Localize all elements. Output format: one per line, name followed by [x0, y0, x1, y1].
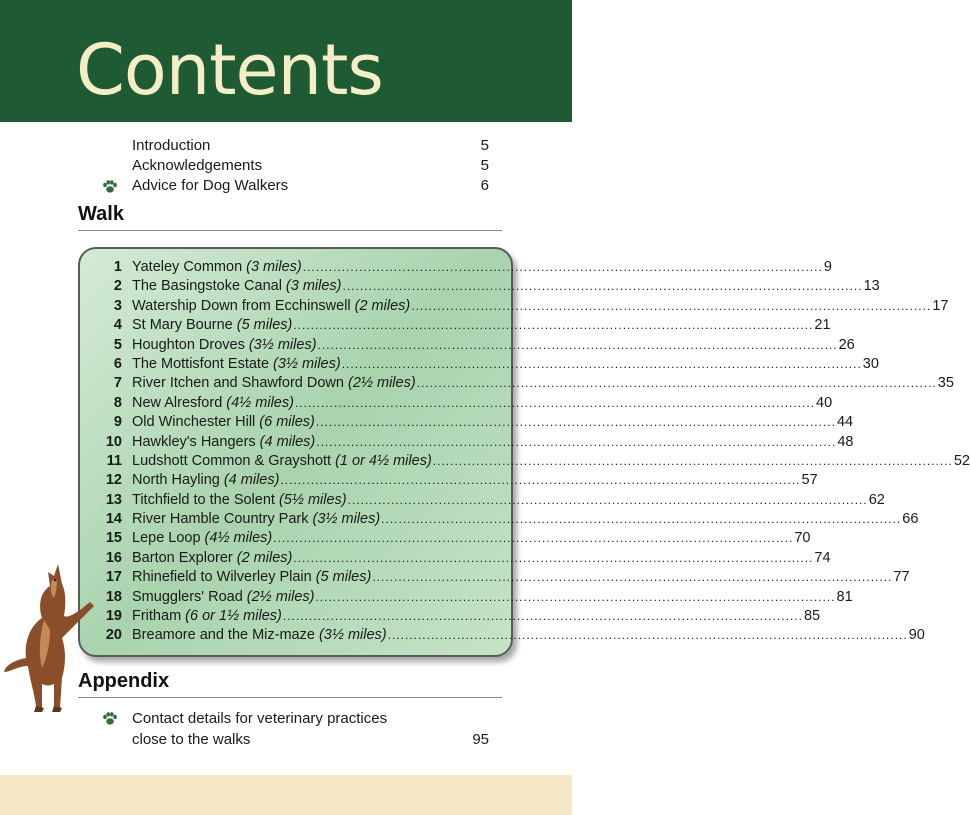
walk-page: 30: [862, 355, 879, 372]
walk-page: 26: [838, 336, 855, 353]
walk-title: Old Winchester Hill: [132, 414, 256, 431]
walk-page: 52: [953, 452, 970, 469]
walk-entry[interactable]: [80, 336, 855, 355]
walk-number: 15: [105, 530, 122, 547]
walk-entry[interactable]: [80, 433, 854, 452]
front-matter-label: Acknowledgements: [132, 157, 263, 174]
walk-entry[interactable]: [80, 471, 818, 490]
walk-title: Hawkley's Hangers: [132, 433, 256, 450]
leader-dots: ........................................................................................................................: [293, 318, 814, 333]
leader-dots: ........................................................................................................................: [302, 260, 823, 274]
walk-title: Rhinefield to Wilverley Plain: [132, 569, 312, 586]
walk-title: Watership Down from Ecchinswell: [132, 297, 351, 314]
walk-page: 17: [932, 297, 949, 314]
leader-dots: ........................................................................................................................: [372, 570, 893, 585]
walk-number: 3: [113, 297, 122, 314]
appendix-line-2: close to the walks: [132, 731, 251, 748]
walk-distance: (4½ miles): [204, 530, 273, 547]
leader-dots: ........................................................................................................................: [416, 376, 937, 391]
walk-number: 13: [105, 491, 122, 508]
walk-page: 66: [902, 511, 919, 528]
walk-title: New Alresford: [132, 394, 223, 411]
walk-entry[interactable]: [80, 413, 854, 432]
walk-entry[interactable]: [80, 297, 949, 316]
walk-entry[interactable]: [80, 588, 853, 607]
walk-title: The Basingstoke Canal: [132, 278, 282, 295]
walk-entry[interactable]: [80, 277, 880, 296]
walk-title: Titchfield to the Solent: [132, 491, 275, 508]
walk-number: 10: [105, 433, 122, 450]
walk-distance: (2½ miles): [347, 375, 416, 392]
walk-title: Houghton Droves: [132, 336, 245, 353]
walk-number: 6: [113, 355, 122, 372]
walk-distance: (3½ miles): [318, 627, 387, 644]
walk-distance: (5½ miles): [278, 491, 347, 508]
walk-entry[interactable]: [80, 355, 879, 374]
walk-distance: (5 miles): [236, 317, 293, 334]
walk-page: 81: [836, 588, 853, 605]
walk-number: 19: [105, 608, 122, 625]
walk-entry[interactable]: [80, 568, 910, 587]
walk-number: 11: [106, 452, 122, 469]
walk-number: 2: [113, 278, 122, 295]
walk-title: Smugglers' Road: [132, 588, 243, 605]
walk-entry[interactable]: [80, 626, 925, 645]
front-matter-list: [100, 136, 492, 196]
front-matter-page: 5: [480, 157, 489, 174]
walk-number: 7: [113, 375, 122, 392]
walk-title: River Itchen and Shawford Down: [132, 375, 344, 392]
walk-distance: (3 miles): [285, 278, 342, 295]
leader-dots: ........................................................................................................................: [316, 434, 837, 449]
appendix-line-1: Contact details for veterinary practices: [132, 710, 388, 727]
leader-dots: ........................................................................................................................: [317, 337, 838, 352]
walk-title: River Hamble Country Park: [132, 511, 309, 528]
walk-distance: (6 or 1½ miles): [185, 608, 282, 625]
leader-dots: ........................................................................................................................: [432, 453, 953, 468]
front-matter-entry[interactable]: [100, 156, 492, 176]
walk-title: North Hayling: [132, 472, 220, 489]
leader-dots: ........................................................................................................................: [347, 492, 868, 507]
walk-entry[interactable]: [80, 491, 885, 510]
walk-distance: (1 or 4½ miles): [335, 452, 432, 469]
walk-entry[interactable]: [80, 607, 821, 626]
walk-entry[interactable]: [80, 452, 970, 471]
leader-dots: ........................................................................................................................: [315, 415, 836, 430]
front-matter-label: Introduction: [132, 137, 211, 154]
walk-entry[interactable]: [80, 529, 811, 548]
walk-rule: [78, 230, 502, 231]
walk-page: 57: [801, 472, 818, 489]
front-matter-label: Advice for Dog Walkers: [132, 177, 289, 194]
paw-icon: [102, 180, 118, 193]
walk-number: 8: [113, 394, 122, 411]
paw-icon: [102, 712, 118, 725]
walk-number: 14: [105, 511, 122, 528]
walk-number: 9: [113, 414, 122, 431]
walk-number: 4: [113, 317, 122, 334]
appendix-list: [100, 708, 492, 750]
walk-distance: (3½ miles): [248, 336, 317, 353]
leader-dots: ........................................................................................................................: [280, 473, 801, 488]
walk-distance: (3½ miles): [273, 355, 341, 372]
walk-distance: (3½ miles): [312, 511, 381, 528]
walk-page: 77: [893, 569, 910, 586]
walk-distance: (2½ miles): [246, 588, 315, 605]
leader-dots: ........................................................................................................................: [273, 531, 794, 546]
leader-dots: ........................................................................................................................: [341, 356, 862, 371]
walk-page: 74: [814, 549, 831, 566]
walk-page: 62: [868, 491, 885, 508]
walk-number: 18: [105, 588, 122, 605]
walk-entry[interactable]: [80, 316, 831, 335]
page-title: Contents: [76, 29, 383, 111]
front-matter-page: 5: [480, 137, 489, 154]
leader-dots: ........................................................................................................................: [293, 550, 814, 565]
appendix-heading: Appendix: [78, 670, 170, 692]
leader-dots: ........................................................................................................................: [282, 609, 803, 624]
leader-dots: ........................................................................................................................: [294, 395, 816, 410]
leader-dots: ........................................................................................................................: [342, 279, 863, 294]
appendix-entry[interactable]: [100, 708, 492, 750]
leader-dots: ........................................................................................................................: [381, 512, 902, 527]
walk-page: 70: [794, 530, 811, 547]
walk-title: Ludshott Common & Grayshott: [132, 452, 332, 469]
appendix-rule: [78, 697, 502, 698]
walk-title: Breamore and the Miz-maze: [132, 627, 315, 644]
walk-number: 1: [113, 259, 122, 275]
walk-entry[interactable]: [80, 394, 833, 413]
walk-distance: (3 miles): [246, 259, 302, 275]
walk-page: 44: [836, 414, 854, 431]
walk-title: The Mottisfont Estate: [132, 355, 270, 372]
walk-distance: (2 miles): [354, 297, 411, 314]
walk-page: 13: [863, 278, 880, 295]
appendix-page: 95: [472, 731, 489, 748]
walk-entry[interactable]: [80, 374, 954, 393]
walk-title: Lepe Loop: [132, 530, 201, 547]
walk-title: Fritham: [132, 608, 182, 625]
walk-distance: (4 miles): [223, 472, 280, 489]
walk-number: 17: [105, 569, 122, 586]
leader-dots: ........................................................................................................................: [387, 628, 908, 643]
walk-distance: (4½ miles): [226, 394, 294, 411]
walk-title: Yateley Common: [132, 259, 243, 275]
walk-page: 40: [816, 394, 833, 411]
footer-band: [0, 775, 572, 815]
walk-page: 35: [937, 375, 954, 392]
walk-entry[interactable]: [80, 258, 832, 277]
walk-title: Barton Explorer: [132, 549, 233, 566]
walk-number: 12: [105, 472, 122, 489]
walk-number: 5: [113, 336, 122, 353]
walk-page: 9: [823, 259, 832, 275]
leader-dots: ........................................................................................................................: [411, 298, 932, 313]
dog-illustration: [0, 560, 96, 712]
walk-title: St Mary Bourne: [132, 317, 233, 334]
walk-page: 21: [814, 317, 831, 334]
walk-distance: (4 miles): [259, 433, 316, 450]
walk-distance: (5 miles): [315, 569, 372, 586]
front-matter-entry[interactable]: [100, 176, 492, 196]
walk-page: 90: [908, 627, 925, 644]
walk-distance: (6 miles): [259, 414, 315, 431]
walk-number: 20: [105, 627, 122, 644]
walk-entry[interactable]: [80, 549, 831, 568]
walk-distance: (2 miles): [236, 549, 293, 566]
walk-page: 48: [837, 433, 854, 450]
walk-page: 85: [803, 608, 821, 625]
walk-number: 16: [105, 549, 122, 566]
walk-heading: Walk: [78, 203, 124, 225]
walk-list: [80, 258, 970, 646]
leader-dots: ........................................................................................................................: [315, 589, 836, 604]
front-matter-entry[interactable]: [100, 136, 492, 156]
front-matter-page: 6: [480, 177, 489, 194]
walk-entry[interactable]: [80, 510, 919, 529]
